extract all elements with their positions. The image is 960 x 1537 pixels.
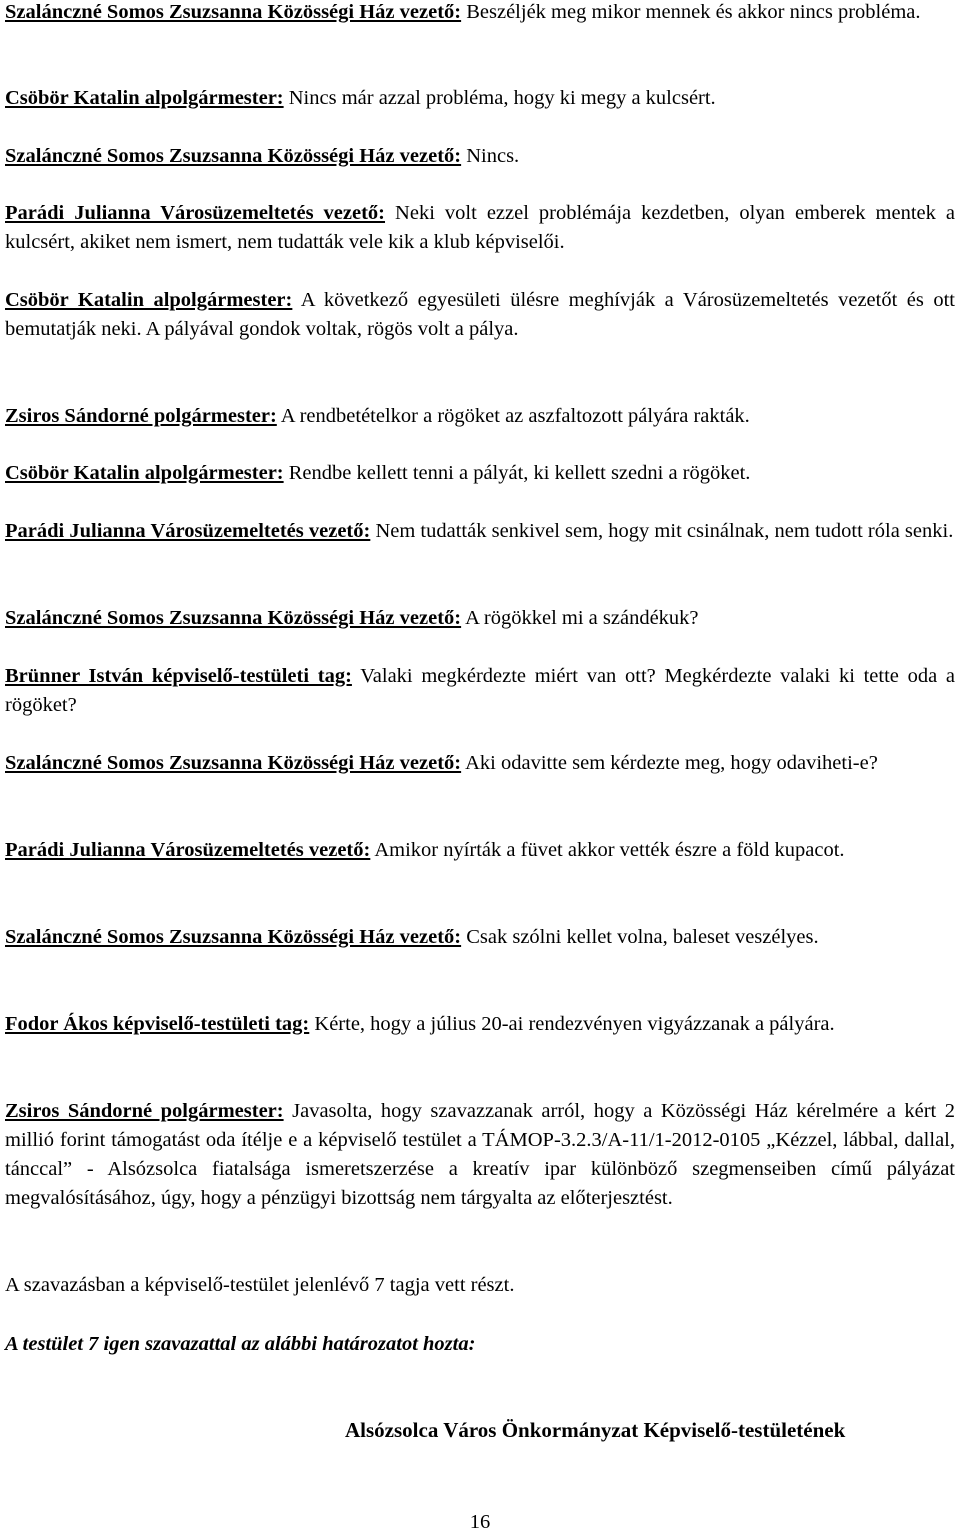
speaker-name: Csöbör Katalin alpolgármester: — [5, 87, 284, 109]
statement-text: Aki odavitte sem kérdezte meg, hogy odaviheti-e? — [461, 752, 878, 774]
speaker-name: Parádi Julianna Városüzemeltetés vezető: — [5, 520, 371, 542]
speaker-name: Brünner István képviselő-testületi tag: — [5, 665, 352, 687]
minutes-paragraph — [5, 142, 955, 171]
speaker-name: Parádi Julianna Városüzemeltetés vezető: — [5, 202, 386, 224]
statement-text: Beszéljék meg mikor mennek és akkor nincs probléma. — [461, 1, 921, 23]
page-number: 16 — [469, 1511, 491, 1533]
minutes-paragraph — [5, 286, 955, 344]
speaker-name: Fodor Ákos képviselő-testületi tag: — [5, 1013, 310, 1035]
statement-text: Csak szólni kellet volna, baleset veszélyes. — [461, 926, 819, 948]
statement-text: Amikor nyírták a füvet akkor vették észre a föld kupacot. — [370, 839, 845, 861]
minutes-paragraph — [5, 402, 955, 431]
statement-text: Javasolta, hogy szavazzanak arról, hogy a Közösségi Ház kérelmére a kért 2 millió forint támogatást oda ítélje e a képviselő testület a TÁMOP-3.2.3/A-11/1-2012-0105 „Kézzel, lábbal, dallal, tánccal” - Alsózsolca fiatalsága ismeretszerzése a kreatív ipar különböző szegmenseiben című pályázat megvalósításához, úgy, hogy a pénzügyi bizottság nem tárgyalta az előterjesztést. — [5, 1100, 955, 1209]
speaker-name: Szalánczné Somos Zsuzsanna Közösségi Ház vezető: — [5, 145, 462, 167]
minutes-paragraph — [5, 0, 955, 27]
statement-text: Nincs már azzal probléma, hogy ki megy a kulcsért. — [283, 87, 716, 109]
speaker-name: Parádi Julianna Városüzemeltetés vezető: — [5, 839, 371, 861]
statement-text: Rendbe kellett tenni a pályát, ki kellett szedni a rögöket. — [283, 462, 751, 484]
statement-text: Valaki megkérdezte miért van ott? Megkérdezte valaki ki tette oda a rögöket? — [5, 665, 955, 716]
statement-text: Kérte, hogy a július 20-ai rendezvényen vigyázzanak a pályára. — [309, 1013, 835, 1035]
speaker-name: Szalánczné Somos Zsuzsanna Közösségi Ház vezető: — [5, 752, 462, 774]
vote-statement: A szavazásban a képviselő-testület jelenlévő 7 tagja vett részt. — [5, 1274, 515, 1296]
minutes-paragraph — [5, 604, 955, 633]
minutes-paragraph — [5, 923, 955, 952]
statement-text: Neki volt ezzel problémája kezdetben, olyan emberek mentek a kulcsért, akiket nem ismert, nem tudatták vele kik a klub képviselői. — [5, 202, 955, 253]
statement-text: Nem tudatták senkivel sem, hogy mit csinálnak, nem tudott róla senki. — [370, 520, 954, 542]
speaker-name: Zsiros Sándorné polgármester: — [5, 1100, 284, 1122]
minutes-paragraph — [5, 749, 955, 778]
speaker-name: Csöbör Katalin alpolgármester: — [5, 462, 284, 484]
speaker-name: Szalánczné Somos Zsuzsanna Közösségi Ház vezető: — [5, 1, 462, 23]
minutes-paragraph — [5, 1097, 955, 1213]
minutes-paragraph — [5, 199, 955, 257]
speaker-name: Csöbör Katalin alpolgármester: — [5, 289, 293, 311]
statement-text: A rendbetételkor a rögöket az aszfaltozott pályára rakták. — [276, 405, 750, 427]
statement-text: A rögökkel mi a szándékuk? — [461, 607, 699, 629]
minutes-paragraph — [5, 459, 955, 488]
speaker-name: Szalánczné Somos Zsuzsanna Közösségi Ház vezető: — [5, 607, 462, 629]
minutes-paragraph — [5, 1010, 955, 1039]
resolution-intro: A testület 7 igen szavazattal az alábbi határozatot hozta: — [5, 1333, 476, 1355]
speaker-name: Zsiros Sándorné polgármester: — [5, 405, 277, 427]
statement-text: A következő egyesületi ülésre meghívják a Városüzemeltetés vezetőt és ott bemutatják neki. A pályával gondok voltak, rögös volt a pálya. — [5, 289, 955, 340]
council-heading: Alsózsolca Város Önkormányzat Képviselő-testületének — [345, 1418, 846, 1442]
statement-text: Nincs. — [461, 145, 520, 167]
speaker-name: Szalánczné Somos Zsuzsanna Közösségi Ház vezető: — [5, 926, 462, 948]
minutes-paragraph — [5, 836, 955, 865]
minutes-paragraph — [5, 517, 955, 546]
minutes-paragraph — [5, 662, 955, 720]
minutes-paragraph — [5, 84, 955, 113]
